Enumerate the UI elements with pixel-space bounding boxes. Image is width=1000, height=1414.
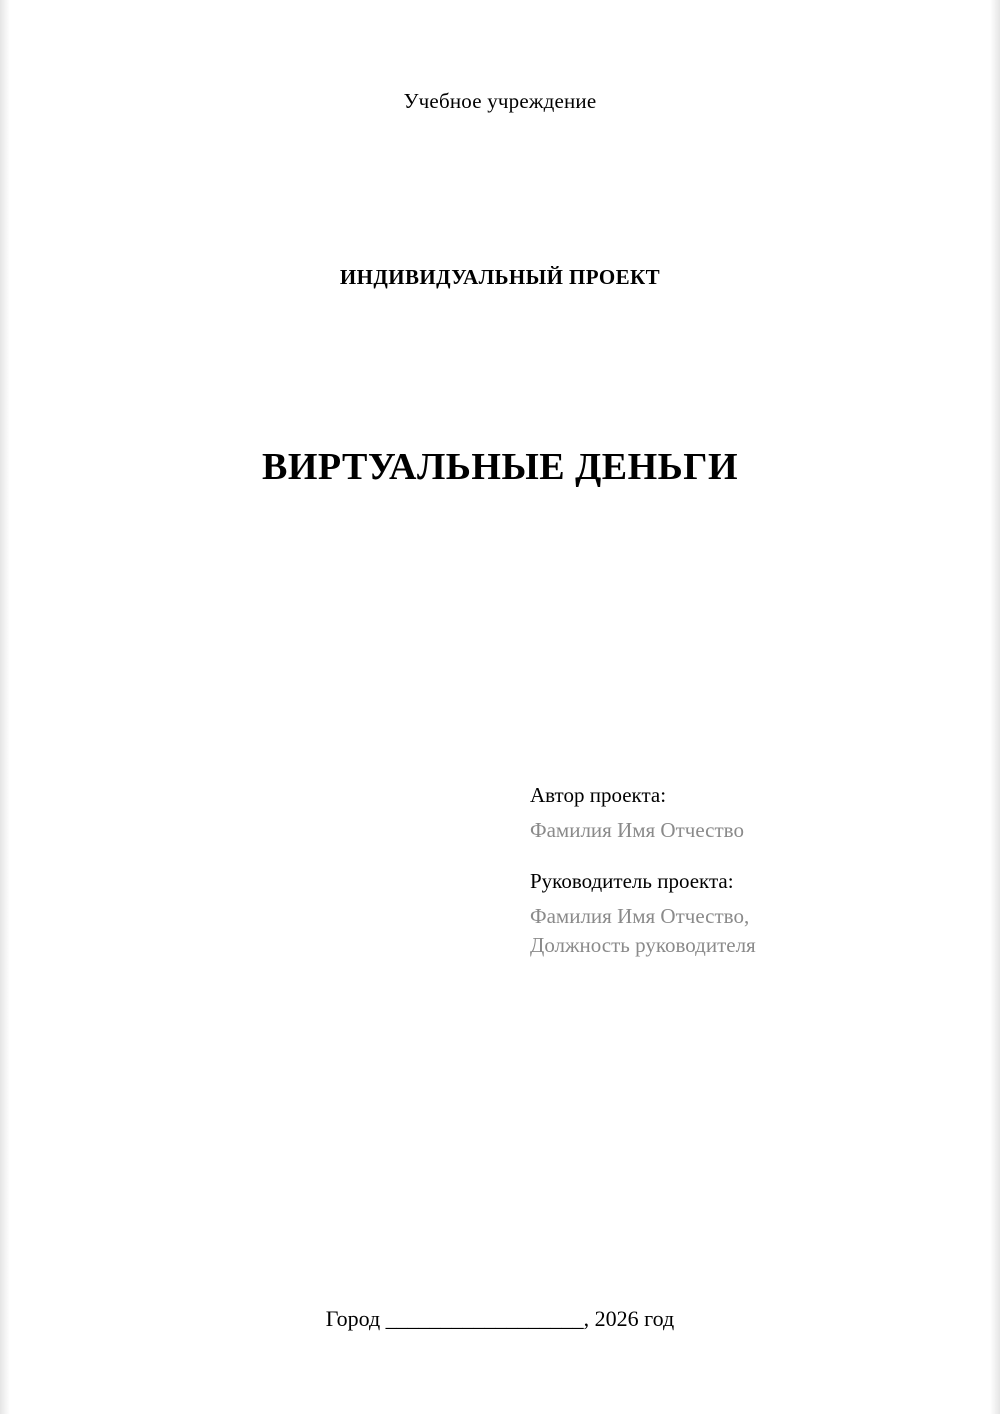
supervisor-value-line2: Должность руководителя: [530, 933, 756, 957]
credits: [530, 785, 930, 986]
supervisor-value-line1: Фамилия Имя Отчество,: [530, 904, 750, 928]
institution-name: Учебное учреждение: [403, 89, 597, 113]
author-value: Фамилия Имя Отчество: [530, 818, 744, 842]
work-type-heading: ИНДИВИДУАЛЬНЫЙ ПРОЕКТ: [339, 265, 661, 289]
page-title: ВИРТУАЛЬНЫЕ ДЕНЬГИ: [261, 446, 739, 488]
author-block: [530, 785, 930, 841]
supervisor-block: [530, 871, 930, 956]
author-label: Автор проекта:: [530, 783, 667, 807]
supervisor-label: Руководитель проекта:: [530, 869, 734, 893]
city-year-footer: Город __________________, 2026 год: [325, 1306, 675, 1331]
